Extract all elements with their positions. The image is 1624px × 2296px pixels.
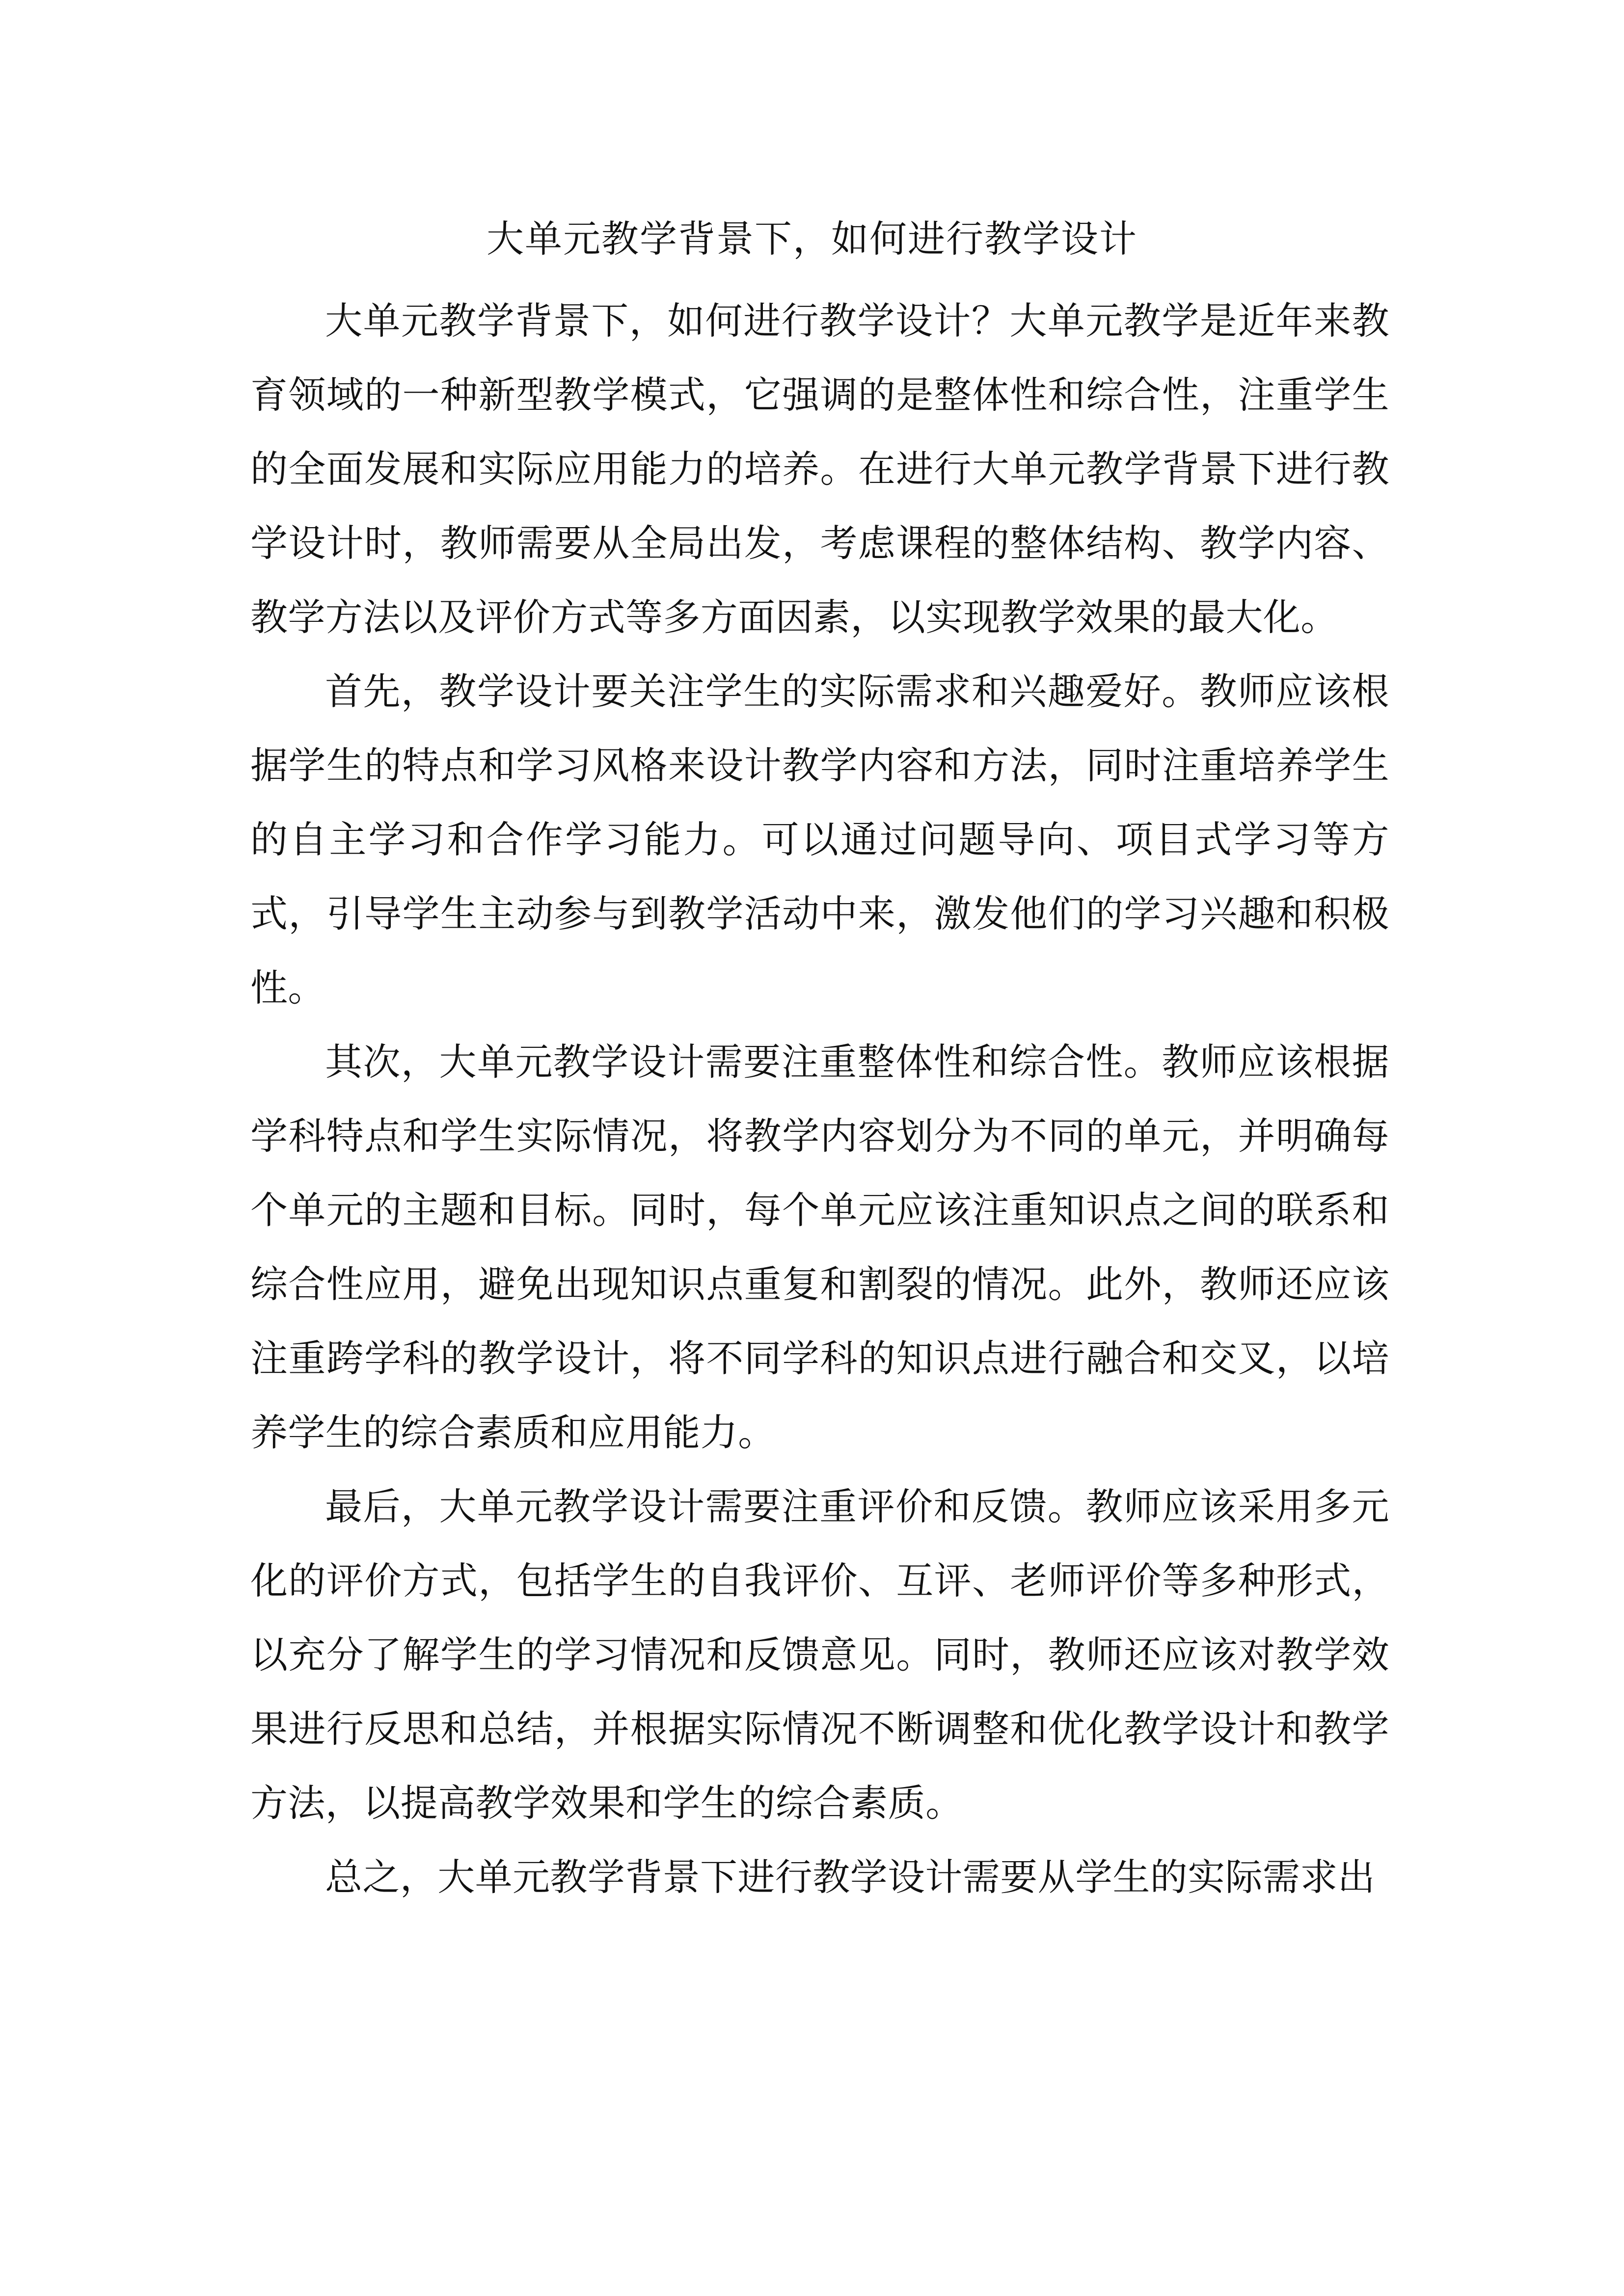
document-body [250, 284, 1389, 1914]
paragraph-second: 其次，大单元教学设计需要注重整体性和综合性。教师应该根据学科特点和学生实际情况，将教学内容划分为不同的单元，并明确每个单元的主题和目标。同时，每个单元应该注重知识点之间的联系和综合性应用，避免出现知识点重复和割裂的情况。此外，教师还应该注重跨学科的教学设计，将不同学科的知识点进行融合和交叉，以培养学生的综合素质和应用能力。 [250, 1040, 1389, 1454]
paragraph-first: 首先，教学设计要关注学生的实际需求和兴趣爱好。教师应该根据学生的特点和学习风格来设计教学内容和方法，同时注重培养学生的自主学习和合作学习能力。可以通过问题导向、项目式学习等方式，引导学生主动参与到教学活动中来，激发他们的学习兴趣和积极性。 [250, 669, 1389, 1010]
paragraph-last: 最后，大单元教学设计需要注重评价和反馈。教师应该采用多元化的评价方式，包括学生的自我评价、互评、老师评价等多种形式，以充分了解学生的学习情况和反馈意见。同时，教师还应该对教学效果进行反思和总结，并根据实际情况不断调整和优化教学设计和教学方法，以提高教学效果和学生的综合素质。 [250, 1485, 1389, 1825]
paragraph-conclusion: 总之，大单元教学背景下进行教学设计需要从学生的实际需求出 [325, 1855, 1376, 1899]
document-title: 大单元教学背景下，如何进行教学设计 [487, 217, 1137, 261]
paragraph-intro: 大单元教学背景下，如何进行教学设计？大单元教学是近年来教育领域的一种新型教学模式，它强调的是整体性和综合性，注重学生的全面发展和实际应用能力的培养。在进行大单元教学背景下进行教学设计时，教师需要从全局出发，考虑课程的整体结构、教学内容、教学方法以及评价方式等多方面因素，以实现教学效果的最大化。 [250, 299, 1389, 639]
